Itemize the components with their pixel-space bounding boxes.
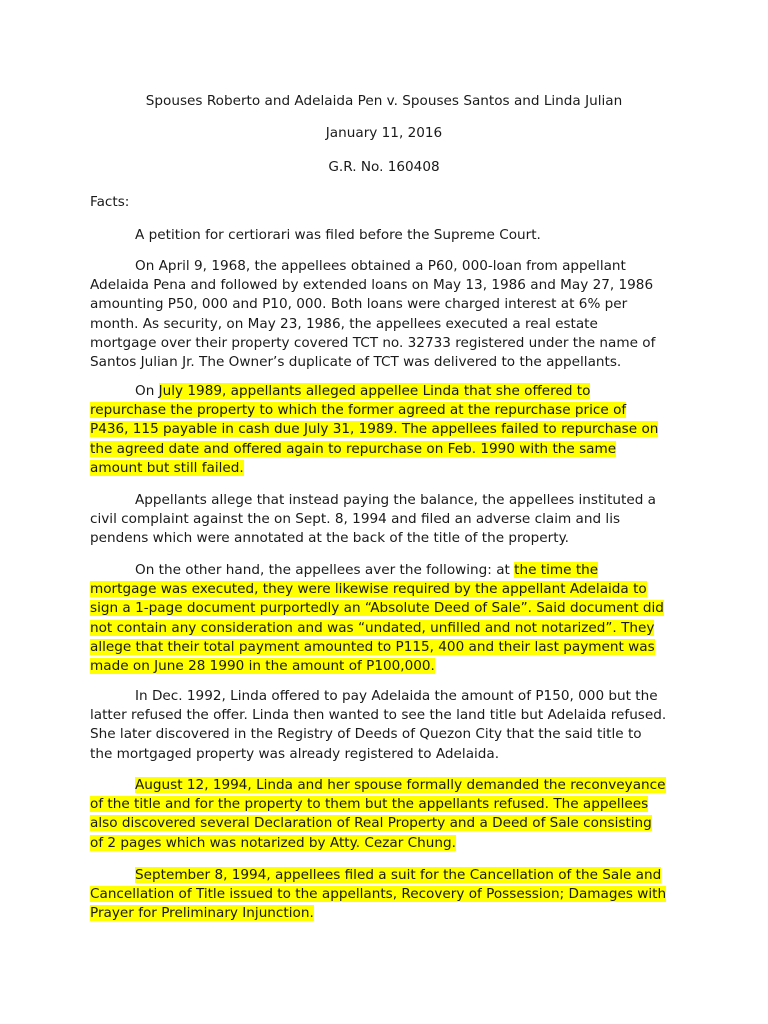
paragraph-line (90, 706, 690, 725)
paragraph-line (90, 776, 690, 795)
text-run: On April 9, 1968, the appellees obtained a P60, 000-loan from appellant (135, 258, 626, 274)
text-run: mortgage over their property covered TCT no. 32733 registered under the name of (90, 334, 656, 351)
paragraph-line (90, 226, 690, 245)
text-run: In Dec. 1992, Linda offered to pay Adelaida the amount of P150, 000 but the (135, 688, 658, 704)
highlighted-text: sign a 1-page document purportedly an “Absolute Deed of Sale”. Said document did (90, 600, 664, 617)
highlighted-text: mortgage was executed, they were likewise required by the appellant Adelaida to (90, 581, 647, 598)
highlighted-text: Prayer for Preliminary Injunction. (90, 905, 314, 922)
highlighted-text: of the title and for the property to them but the appellants refused. The appellees (90, 796, 649, 813)
paragraph-line (90, 420, 690, 439)
case-gr-number: G.R. No. 160408 (328, 159, 440, 175)
paragraph (90, 382, 690, 478)
paragraph-line (90, 382, 690, 401)
paragraph-line (90, 745, 690, 764)
paragraph-line (90, 295, 690, 314)
paragraph-line (90, 795, 690, 814)
text-run: Appellants allege that instead paying the balance, the appellees instituted a (135, 492, 656, 508)
paragraph-line (90, 885, 690, 904)
paragraph-line (90, 687, 690, 706)
text-run: A petition for certiorari was filed before the Supreme Court. (135, 227, 541, 243)
case-title: Spouses Roberto and Adelaida Pen v. Spouses Santos and Linda Julian (145, 93, 623, 109)
paragraph-line (90, 491, 690, 510)
paragraph-line (90, 619, 690, 638)
highlighted-text: the agreed date and offered again to repurchase on Feb. 1990 with the same (90, 440, 617, 457)
text-run: On the other hand, the appellees aver the following: at (135, 562, 515, 578)
text-run: the mortgaged property was already registered to Adelaida. (90, 745, 500, 762)
paragraph-line (90, 459, 690, 478)
highlighted-text: amount but still failed. (90, 459, 244, 476)
text-run: On (135, 383, 159, 399)
paragraph-line (90, 276, 690, 295)
text-run: civil complaint against the on Sept. 8, 1994 and filed an adverse claim and lis (90, 511, 621, 528)
paragraph (90, 866, 690, 924)
text-run: Adelaida Pena and followed by extended loans on May 13, 1986 and May 27, 1986 (90, 277, 654, 294)
highlighted-text: repurchase the property to which the former agreed at the repurchase price of (90, 402, 627, 419)
text-run: amounting P50, 000 and P10, 000. Both loans were charged interest at 6% per (90, 296, 628, 313)
paragraph (90, 561, 690, 676)
paragraph-line (90, 580, 690, 599)
text-run: month. As security, on May 23, 1986, the appellees executed a real estate (90, 315, 598, 332)
paragraph-line (90, 657, 690, 676)
text-run: pendens which were annotated at the back of the title of the property. (90, 530, 569, 547)
highlighted-text: of 2 pages which was notarized by Atty. Cezar Chung. (90, 834, 456, 851)
paragraph (90, 687, 690, 764)
paragraph-line (90, 814, 690, 833)
highlighted-text: not contain any consideration and was “undated, unfilled and not notarized”. They (90, 619, 655, 636)
highlighted-text: August 12, 1994, Linda and her spouse formally demanded the reconveyance (135, 777, 666, 793)
case-date: January 11, 2016 (325, 125, 443, 141)
paragraph (90, 776, 690, 853)
highlighted-text: allege that their total payment amounted to P115, 400 and their last payment was (90, 638, 655, 655)
paragraph-line (90, 904, 690, 923)
facts-heading: Facts: (90, 194, 130, 210)
text-run: Santos Julian Jr. The Owner’s duplicate of TCT was delivered to the appellants. (90, 353, 622, 370)
highlighted-text: Cancellation of Title issued to the appellants, Recovery of Possession; Damages with (90, 886, 667, 903)
highlighted-text: July 1989, appellants alleged appellee Linda that she offered to (158, 383, 591, 399)
paragraph-line (90, 440, 690, 459)
paragraph-line (90, 529, 690, 548)
paragraph-line (90, 561, 690, 580)
paragraph-line (90, 334, 690, 353)
highlighted-text: September 8, 1994, appellees filed a suit for the Cancellation of the Sale and (135, 867, 662, 883)
paragraph-line (90, 257, 690, 276)
paragraph-line (90, 599, 690, 618)
highlighted-text: P436, 115 payable in cash due July 31, 1989. The appellees failed to repurchase on (90, 421, 659, 438)
paragraph-line (90, 401, 690, 420)
highlighted-text: also discovered several Declaration of Real Property and a Deed of Sale consisting (90, 815, 652, 832)
paragraph (90, 257, 690, 372)
paragraph-line (90, 510, 690, 529)
paragraph-line (90, 866, 690, 885)
paragraph-line (90, 315, 690, 334)
paragraph-line (90, 353, 690, 372)
paragraph-line (90, 638, 690, 657)
paragraph-line (90, 834, 690, 853)
paragraph (90, 226, 690, 245)
paragraph-line (90, 725, 690, 744)
highlighted-text: the time the (514, 562, 599, 578)
highlighted-text: made on June 28 1990 in the amount of P100,000. (90, 657, 435, 674)
paragraph (90, 491, 690, 549)
text-run: latter refused the offer. Linda then wanted to see the land title but Adelaida refused. (90, 707, 667, 724)
text-run: She later discovered in the Registry of Deeds of Quezon City that the said title to (90, 726, 642, 743)
